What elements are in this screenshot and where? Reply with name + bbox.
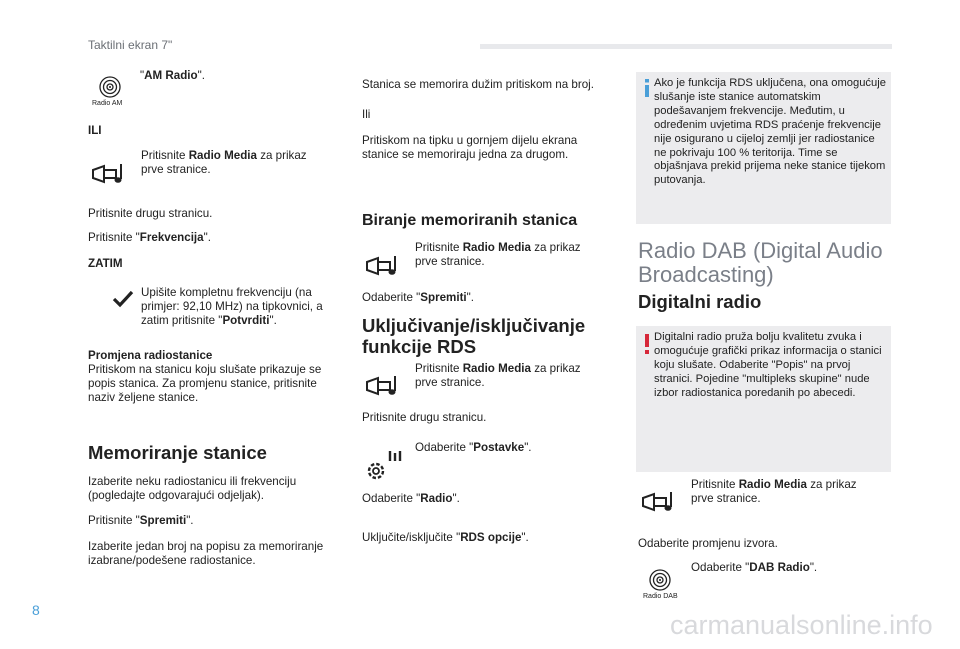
select-saved-instruction: Odaberite "Spremiti". (362, 291, 474, 304)
am-radio-instruction: "AM Radio". (140, 69, 205, 82)
watermark-text: carmanualsonline.info (670, 610, 933, 640)
digital-radio-warning-box (636, 326, 891, 472)
radio-dab-icon (640, 568, 680, 594)
zatim-label: ZATIM (88, 257, 123, 270)
memorize-text-2: Izaberite jedan broj na popisu za memoriranje izabrane/podešene radiostanice. (88, 540, 324, 568)
memorize-heading: Memoriranje stanice (88, 442, 267, 463)
rds-heading: Uključivanje/isključivanje funkcije RDS (362, 315, 586, 357)
top-press-text: Pritiskom na tipku u gornjem dijelu ekrana stanice se memoriraju jedna za drugom. (362, 134, 578, 162)
settings-instruction: Odaberite "Postavke". (415, 441, 532, 454)
change-station-title: Promjena radiostanice (88, 349, 213, 362)
radio-media-instruction-1: Pritisnite Radio Media za prikaz prve stranice. (141, 149, 307, 177)
radio-media-instruction-4: Pritisnite Radio Media za prikaz prve stranice. (691, 478, 857, 506)
enter-frequency-instruction: Upišite kompletnu frekvenciju (na primjer: 92,10 MHz) na tipkovnici, a zatim pritisnite "Potvrditi". (141, 286, 323, 328)
page-number: 8 (32, 602, 40, 618)
dab-heading: Radio DAB (Digital Audio Broadcasting) (638, 238, 883, 287)
radio-media-icon (90, 160, 130, 188)
frequency-instruction: Pritisnite "Frekvencija". (88, 231, 211, 244)
change-station-text: Pritiskom na stanicu koju slušate prikazuje se popis stanica. Za promjenu stanice, pritisnite naziv željene stanice. (88, 363, 322, 405)
source-change-text: Odaberite promjenu izvora. (638, 537, 778, 550)
settings-icon (364, 449, 406, 485)
rds-option-instruction: Uključite/isključite "RDS opcije". (362, 531, 529, 544)
radio-dab-caption: Radio DAB (643, 593, 678, 600)
other-page-text-1: Pritisnite drugu stranicu. (88, 207, 213, 220)
memorize-save-instruction: Pritisnite "Spremiti". (88, 514, 194, 527)
long-press-text: Stanica se memorira dužim pritiskom na broj. (362, 78, 594, 91)
memorize-text-1: Izaberite neku radiostanicu ili frekvenciju (pogledajte odgovarajući odjeljak). (88, 475, 297, 503)
rds-info-box (636, 72, 891, 224)
digital-radio-warning-text: Digitalni radio pruža bolju kvalitetu zvuka i omogućuje grafički prikaz informacija o stanici koju slušate. Odaberite "Popis" na prvoj stranici. Pojedine "multipleks skupine" nude izbor radiostanica poredanih po abecedi. (654, 331, 882, 399)
digital-radio-heading: Digitalni radio (638, 291, 762, 312)
page-header-title: Taktilni ekran 7" (88, 38, 173, 52)
header-bar (480, 44, 892, 49)
rds-info-text: Ako je funkcija RDS uključena, ona omogućuje slušanje iste stanice automatskim podešavanjem frekvencije. Međutim, u određenim uvjetima RDS praćenje frekvencije nije osigurano u cijeloj zemlji jer radiostanice ne pokrivaju 100 % teritorija. Time se objašnjava prekid prijema neke stanice tijekom putovanja. (654, 77, 886, 187)
radio-media-icon (640, 488, 680, 516)
warning-icon (643, 334, 651, 354)
radio-media-instruction-2: Pritisnite Radio Media za prikaz prve stranice. (415, 241, 581, 269)
radio-instruction: Odaberite "Radio". (362, 492, 460, 505)
radio-media-instruction-3: Pritisnite Radio Media za prikaz prve stranice. (415, 362, 581, 390)
radio-am-caption: Radio AM (92, 100, 123, 107)
select-stations-heading: Biranje memoriranih stanica (362, 212, 578, 229)
info-icon (643, 79, 651, 97)
ili-label: ILI (88, 124, 102, 137)
checkmark-icon (111, 289, 135, 309)
ili-text: Ili (362, 108, 371, 121)
radio-media-icon (364, 252, 404, 280)
other-page-text-2: Pritisnite drugu stranicu. (362, 411, 487, 424)
dab-radio-instruction: Odaberite "DAB Radio". (691, 561, 818, 574)
radio-media-icon (364, 372, 404, 400)
